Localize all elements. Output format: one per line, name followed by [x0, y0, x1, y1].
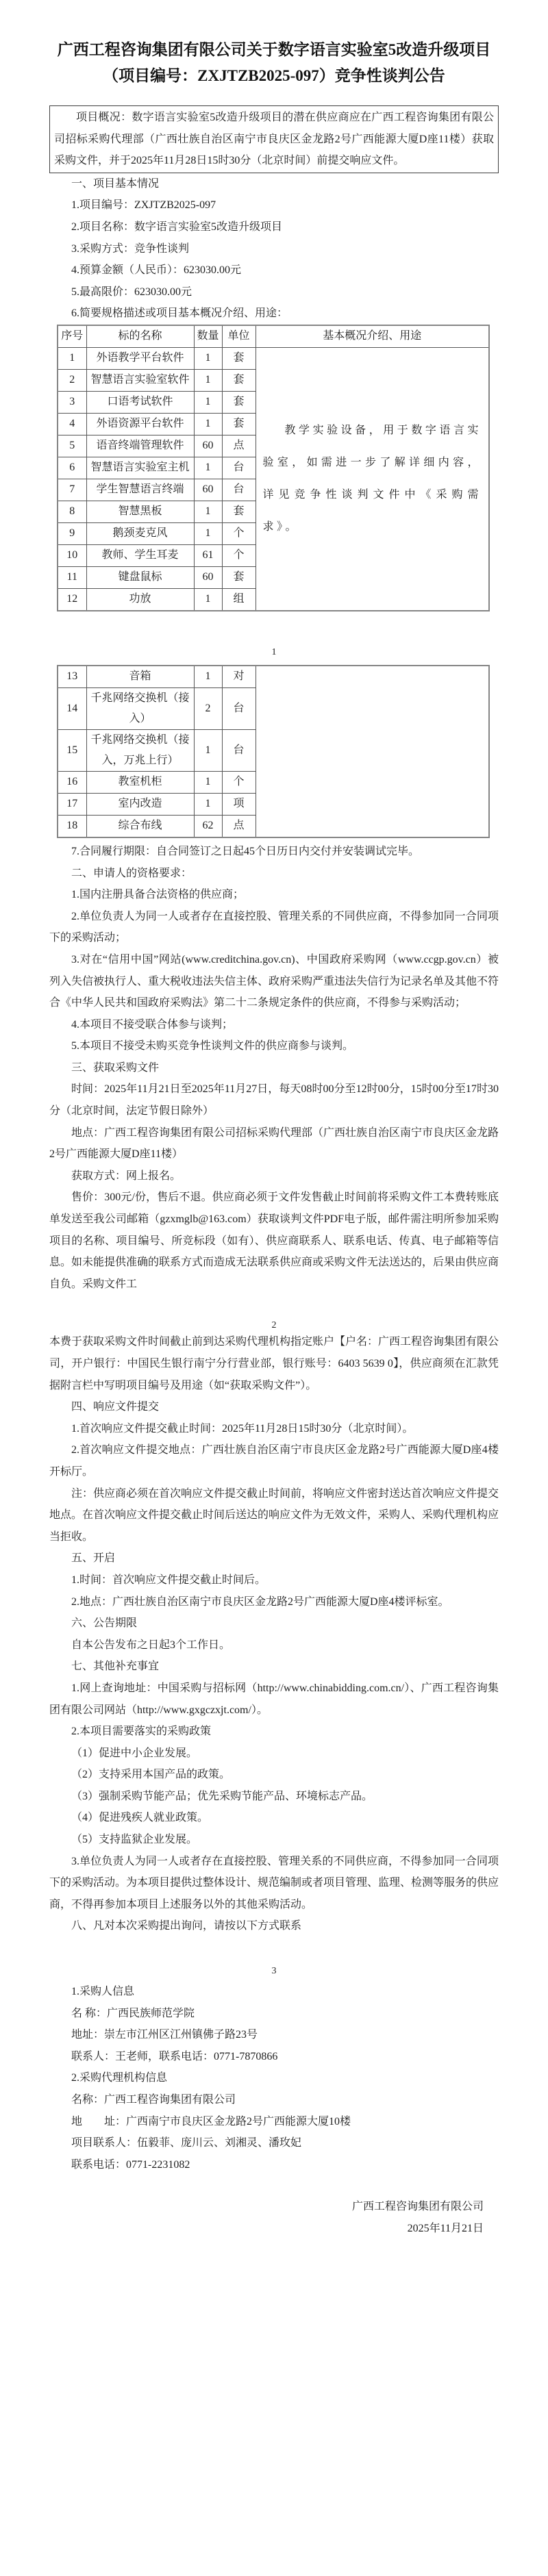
body-paragraph: 1.网上查询地址：中国采购与招标网（http://www.chinabidding.com.cn/）、广西工程咨询集团有限公司网站（http://www.gxgczxjt.com/）。 — [49, 1682, 499, 1716]
table-header-row — [58, 325, 489, 348]
item-seq: 6 — [58, 457, 86, 479]
item-quantity: 2 — [194, 687, 222, 729]
item-description: 教学实验设备，用于数字语言实验室，如需进一步了解详细内容，详见竞争性谈判文件中《采购需求》。 — [256, 347, 489, 611]
item-unit: 项 — [222, 793, 256, 815]
body-paragraph: 时间：2025年11月21日至2025年11月27日，每天08时00分至12时00分，15时00分至17时30分（北京时间，法定节假日除外） — [49, 1083, 499, 1117]
item-quantity: 1 — [194, 793, 222, 815]
body-paragraph: 5.本项目不接受未购买竞争性谈判文件的供应商参与谈判。 — [71, 1040, 354, 1052]
table-header-cell: 基本概况介绍、用途 — [256, 325, 489, 348]
item-unit: 套 — [222, 347, 256, 369]
item-seq: 2 — [58, 369, 86, 391]
item-name: 口语考试软件 — [86, 391, 194, 413]
item-unit: 台 — [222, 729, 256, 771]
document-title-line-1: 广西工程咨询集团有限公司关于数字语言实验室5改造升级项目 — [57, 41, 491, 58]
item-quantity: 60 — [194, 435, 222, 457]
item-name: 智慧语言实验室软件 — [86, 369, 194, 391]
section-heading: 八、凡对本次采购提出询问，请按以下方式联系 — [71, 1920, 302, 1932]
body-paragraph: 本费于获取采购文件时间截止前到达采购代理机构指定账户【户名：广西工程咨询集团有限公司，开户银行：中国民生银行南宁分行营业部，银行账号：6403 5639 0】，供应商须在汇款凭据附言栏中写明项目编号及用途（如“获取采购文件”）。 — [49, 1336, 499, 1391]
body-paragraph: 名称：广西工程咨询集团有限公司 — [71, 2094, 236, 2106]
item-unit: 点 — [222, 815, 256, 837]
body-paragraph: 1.时间：首次响应文件提交截止时间后。 — [71, 1574, 266, 1586]
body-paragraph: 2.首次响应文件提交地点：广西壮族自治区南宁市良庆区金龙路2号广西能源大厦D座4楼开标厅。 — [49, 1444, 499, 1478]
item-unit: 台 — [222, 457, 256, 479]
body-paragraph: （3）强制采购节能产品；优先采购节能产品、环境标志产品。 — [71, 1790, 373, 1802]
body-paragraph: 4.本项目不接受联合体参与谈判； — [71, 1018, 234, 1031]
body-paragraph: （1）促进中小企业发展。 — [71, 1747, 198, 1759]
item-quantity: 1 — [194, 501, 222, 522]
body-paragraph: 1.项目编号：ZXJTZB2025-097 — [71, 199, 216, 212]
page-number-3: 3 — [271, 1966, 277, 1977]
item-name: 教师、学生耳麦 — [86, 544, 194, 566]
item-name: 智慧黑板 — [86, 501, 194, 522]
page-number-2: 2 — [271, 1320, 277, 1331]
body-paragraph: 地 址：广西南宁市良庆区金龙路2号广西能源大厦10楼 — [71, 2115, 351, 2127]
item-unit: 个 — [222, 522, 256, 544]
item-name: 音箱 — [86, 666, 194, 688]
item-name: 功放 — [86, 588, 194, 611]
table-header-cell: 标的名称 — [86, 325, 194, 348]
section-heading: 四、响应文件提交 — [71, 1401, 160, 1413]
items-table-part2 — [57, 665, 490, 838]
body-paragraph: 自本公告发布之日起3个工作日。 — [71, 1639, 231, 1651]
item-quantity: 1 — [194, 369, 222, 391]
item-quantity: 1 — [194, 666, 222, 688]
body-paragraph: （4）促进残疾人就业政策。 — [71, 1812, 209, 1824]
body-paragraph: 2.项目名称：数字语言实验室5改造升级项目 — [71, 220, 283, 233]
body-paragraph: 地点：广西工程咨询集团有限公司招标采购代理部（广西壮族自治区南宁市良庆区金龙路2号广西能源大厦D座11楼） — [49, 1126, 499, 1161]
body-paragraph: （2）支持采用本国产品的政策。 — [71, 1769, 231, 1781]
item-quantity: 61 — [194, 544, 222, 566]
item-unit: 套 — [222, 501, 256, 522]
item-seq: 17 — [58, 793, 86, 815]
table-header-cell: 单位 — [222, 325, 256, 348]
document-title — [49, 37, 499, 89]
body-paragraph: 注：供应商必须在首次响应文件提交截止时间前，将响应文件密封送达首次响应文件提交地点。在首次响应文件提交截止时间后送达的响应文件为无效文件，采购人、采购代理机构应当拒收。 — [49, 1487, 499, 1543]
item-name: 外语资源平台软件 — [86, 413, 194, 435]
item-name: 综合布线 — [86, 815, 194, 837]
body-paragraph: 7.合同履行期限：自合同签订之日起45个日历日内交付并安装调试完毕。 — [71, 845, 420, 857]
section-heading: 三、获取采购文件 — [71, 1061, 160, 1074]
item-seq: 12 — [58, 588, 86, 611]
item-unit: 台 — [222, 687, 256, 729]
item-quantity: 1 — [194, 457, 222, 479]
item-quantity: 60 — [194, 566, 222, 588]
item-quantity: 1 — [194, 522, 222, 544]
item-name: 千兆网络交换机（接入，万兆上行） — [86, 729, 194, 771]
signature-date: 2025年11月21日 — [407, 2222, 484, 2234]
table-row — [58, 347, 489, 369]
item-seq: 1 — [58, 347, 86, 369]
item-name: 键盘鼠标 — [86, 566, 194, 588]
section-heading: 五、开启 — [71, 1552, 116, 1565]
body-paragraph: 地址：崇左市江州区江州镇佛子路23号 — [71, 2029, 258, 2041]
section-submission-and-notes — [49, 1331, 499, 1937]
body-paragraph: 联系电话：0771-2231082 — [71, 2158, 190, 2171]
item-unit: 套 — [222, 369, 256, 391]
item-seq: 13 — [58, 666, 86, 688]
item-seq: 14 — [58, 687, 86, 729]
body-paragraph: 项目联系人：伍毅菲、庞川云、刘湘灵、潘玫妃 — [71, 2137, 302, 2149]
item-quantity: 1 — [194, 391, 222, 413]
page-number-1: 1 — [271, 646, 277, 657]
table-header-cell: 序号 — [58, 325, 86, 348]
item-unit: 套 — [222, 413, 256, 435]
section-heading: 一、项目基本情况 — [71, 177, 160, 190]
body-paragraph: 2.单位负责人为同一人或者存在直接控股、管理关系的不同供应商，不得参加同一合同项下的采购活动； — [49, 910, 499, 944]
table-header-cell: 数量 — [194, 325, 222, 348]
signature-block — [49, 2196, 499, 2239]
section-heading: 二、申请人的资格要求： — [71, 867, 192, 879]
project-overview-box — [49, 105, 499, 173]
body-paragraph: 2.地点：广西壮族自治区南宁市良庆区金龙路2号广西能源大厦D座4楼评标室。 — [71, 1595, 449, 1608]
item-name: 室内改造 — [86, 793, 194, 815]
section-qualification-and-documents — [49, 841, 499, 1295]
body-paragraph: 1.国内注册具备合法资格的供应商； — [71, 889, 245, 901]
section-contact-info — [49, 1981, 499, 2175]
item-unit: 组 — [222, 588, 256, 611]
item-name: 学生智慧语言终端 — [86, 479, 194, 501]
item-quantity: 62 — [194, 815, 222, 837]
item-seq: 10 — [58, 544, 86, 566]
section-heading: 六、公告期限 — [71, 1617, 138, 1630]
item-name: 千兆网络交换机（接入） — [86, 687, 194, 729]
item-seq: 4 — [58, 413, 86, 435]
body-paragraph: 6.简要规格描述或项目基本概况介绍、用途： — [71, 307, 288, 320]
signature-org: 广西工程咨询集团有限公司 — [351, 2201, 484, 2213]
project-overview-text: 项目概况：数字语言实验室5改造升级项目的潜在供应商应在广西工程咨询集团有限公司招标采购代理部（广西壮族自治区南宁市良庆区金龙路2号广西能源大厦D座11楼）获取采购文件，并于2025年11月28日15时30分（北京时间）前提交响应文件。 — [54, 112, 494, 167]
item-unit: 点 — [222, 435, 256, 457]
body-paragraph: （5）支持监狱企业发展。 — [71, 1834, 198, 1846]
item-name: 语音终端管理软件 — [86, 435, 194, 457]
items-table-part1 — [57, 325, 490, 611]
item-name: 鹅颈麦克风 — [86, 522, 194, 544]
section-heading: 七、其他补充事宜 — [71, 1660, 160, 1673]
body-paragraph: 获取方式：网上报名。 — [71, 1170, 182, 1182]
body-paragraph: 名 称：广西民族师范学院 — [71, 2007, 195, 2019]
body-paragraph: 1.采购人信息 — [71, 1986, 135, 1998]
item-unit: 套 — [222, 391, 256, 413]
body-paragraph: 联系人：王老师，联系电话：0771-7870866 — [71, 2050, 278, 2062]
body-paragraph: 3.采购方式：竞争性谈判 — [71, 242, 190, 255]
item-seq: 3 — [58, 391, 86, 413]
item-unit: 对 — [222, 666, 256, 688]
item-name: 智慧语言实验室主机 — [86, 457, 194, 479]
section-basic-info — [49, 173, 499, 325]
item-unit: 个 — [222, 544, 256, 566]
item-seq: 16 — [58, 771, 86, 793]
item-seq: 9 — [58, 522, 86, 544]
body-paragraph: 2.采购代理机构信息 — [71, 2072, 168, 2084]
body-paragraph: 1.首次响应文件提交截止时间：2025年11月28日15时30分（北京时间）。 — [71, 1422, 414, 1435]
item-quantity: 60 — [194, 479, 222, 501]
document-title-line-2: （项目编号：ZXJTZB2025-097）竞争性谈判公告 — [103, 67, 445, 84]
body-paragraph: 2.本项目需要落实的采购政策 — [71, 1726, 212, 1738]
item-quantity: 1 — [194, 413, 222, 435]
item-seq: 18 — [58, 815, 86, 837]
body-paragraph: 3.对在“信用中国”网站(www.creditchina.gov.cn)、中国政府采购网（www.ccgp.gov.cn）被列入失信被执行人、重大税收违法失信主体、政府采购严重违法失信行为记录名单及其他不符合《中华人民共和国政府采购法》第二十二条规定条件的供应商，不得参与采购活动； — [49, 953, 499, 1009]
item-name: 外语教学平台软件 — [86, 347, 194, 369]
item-name: 教室机柜 — [86, 771, 194, 793]
item-seq: 7 — [58, 479, 86, 501]
body-paragraph: 5.最高限价：623030.00元 — [71, 286, 192, 298]
item-unit: 台 — [222, 479, 256, 501]
item-quantity: 1 — [194, 729, 222, 771]
table-row — [58, 666, 489, 688]
body-paragraph: 售价：300元/份，售后不退。供应商必须于文件发售截止时间前将采购文件工本费转账底单发送至我公司邮箱（gzxmglb@163.com）获取谈判文件PDF电子版，邮件需注明所参加采购项目的名称、项目编号、所竞标段（如有）、供应商联系人、联系电话、传真、电子邮箱等信息。如未能提供准确的联系方式而造成无法联系供应商或采购文件无法送达的，后果由供应商自负。采购文件工 — [49, 1191, 499, 1290]
body-paragraph: 4.预算金额（人民币）：623030.00元 — [71, 264, 242, 277]
item-unit: 个 — [222, 771, 256, 793]
item-unit: 套 — [222, 566, 256, 588]
item-description — [256, 666, 489, 837]
item-quantity: 1 — [194, 588, 222, 611]
body-paragraph: 3.单位负责人为同一人或者存在直接控股、管理关系的不同供应商，不得参加同一合同项下的采购活动。为本项目提供过整体设计、规范编制或者项目管理、监理、检测等服务的供应商，不得再参加本项目上述服务以外的其他采购活动。 — [49, 1855, 499, 1910]
item-quantity: 1 — [194, 771, 222, 793]
item-seq: 15 — [58, 729, 86, 771]
item-quantity: 1 — [194, 347, 222, 369]
item-seq: 11 — [58, 566, 86, 588]
item-seq: 5 — [58, 435, 86, 457]
item-seq: 8 — [58, 501, 86, 522]
